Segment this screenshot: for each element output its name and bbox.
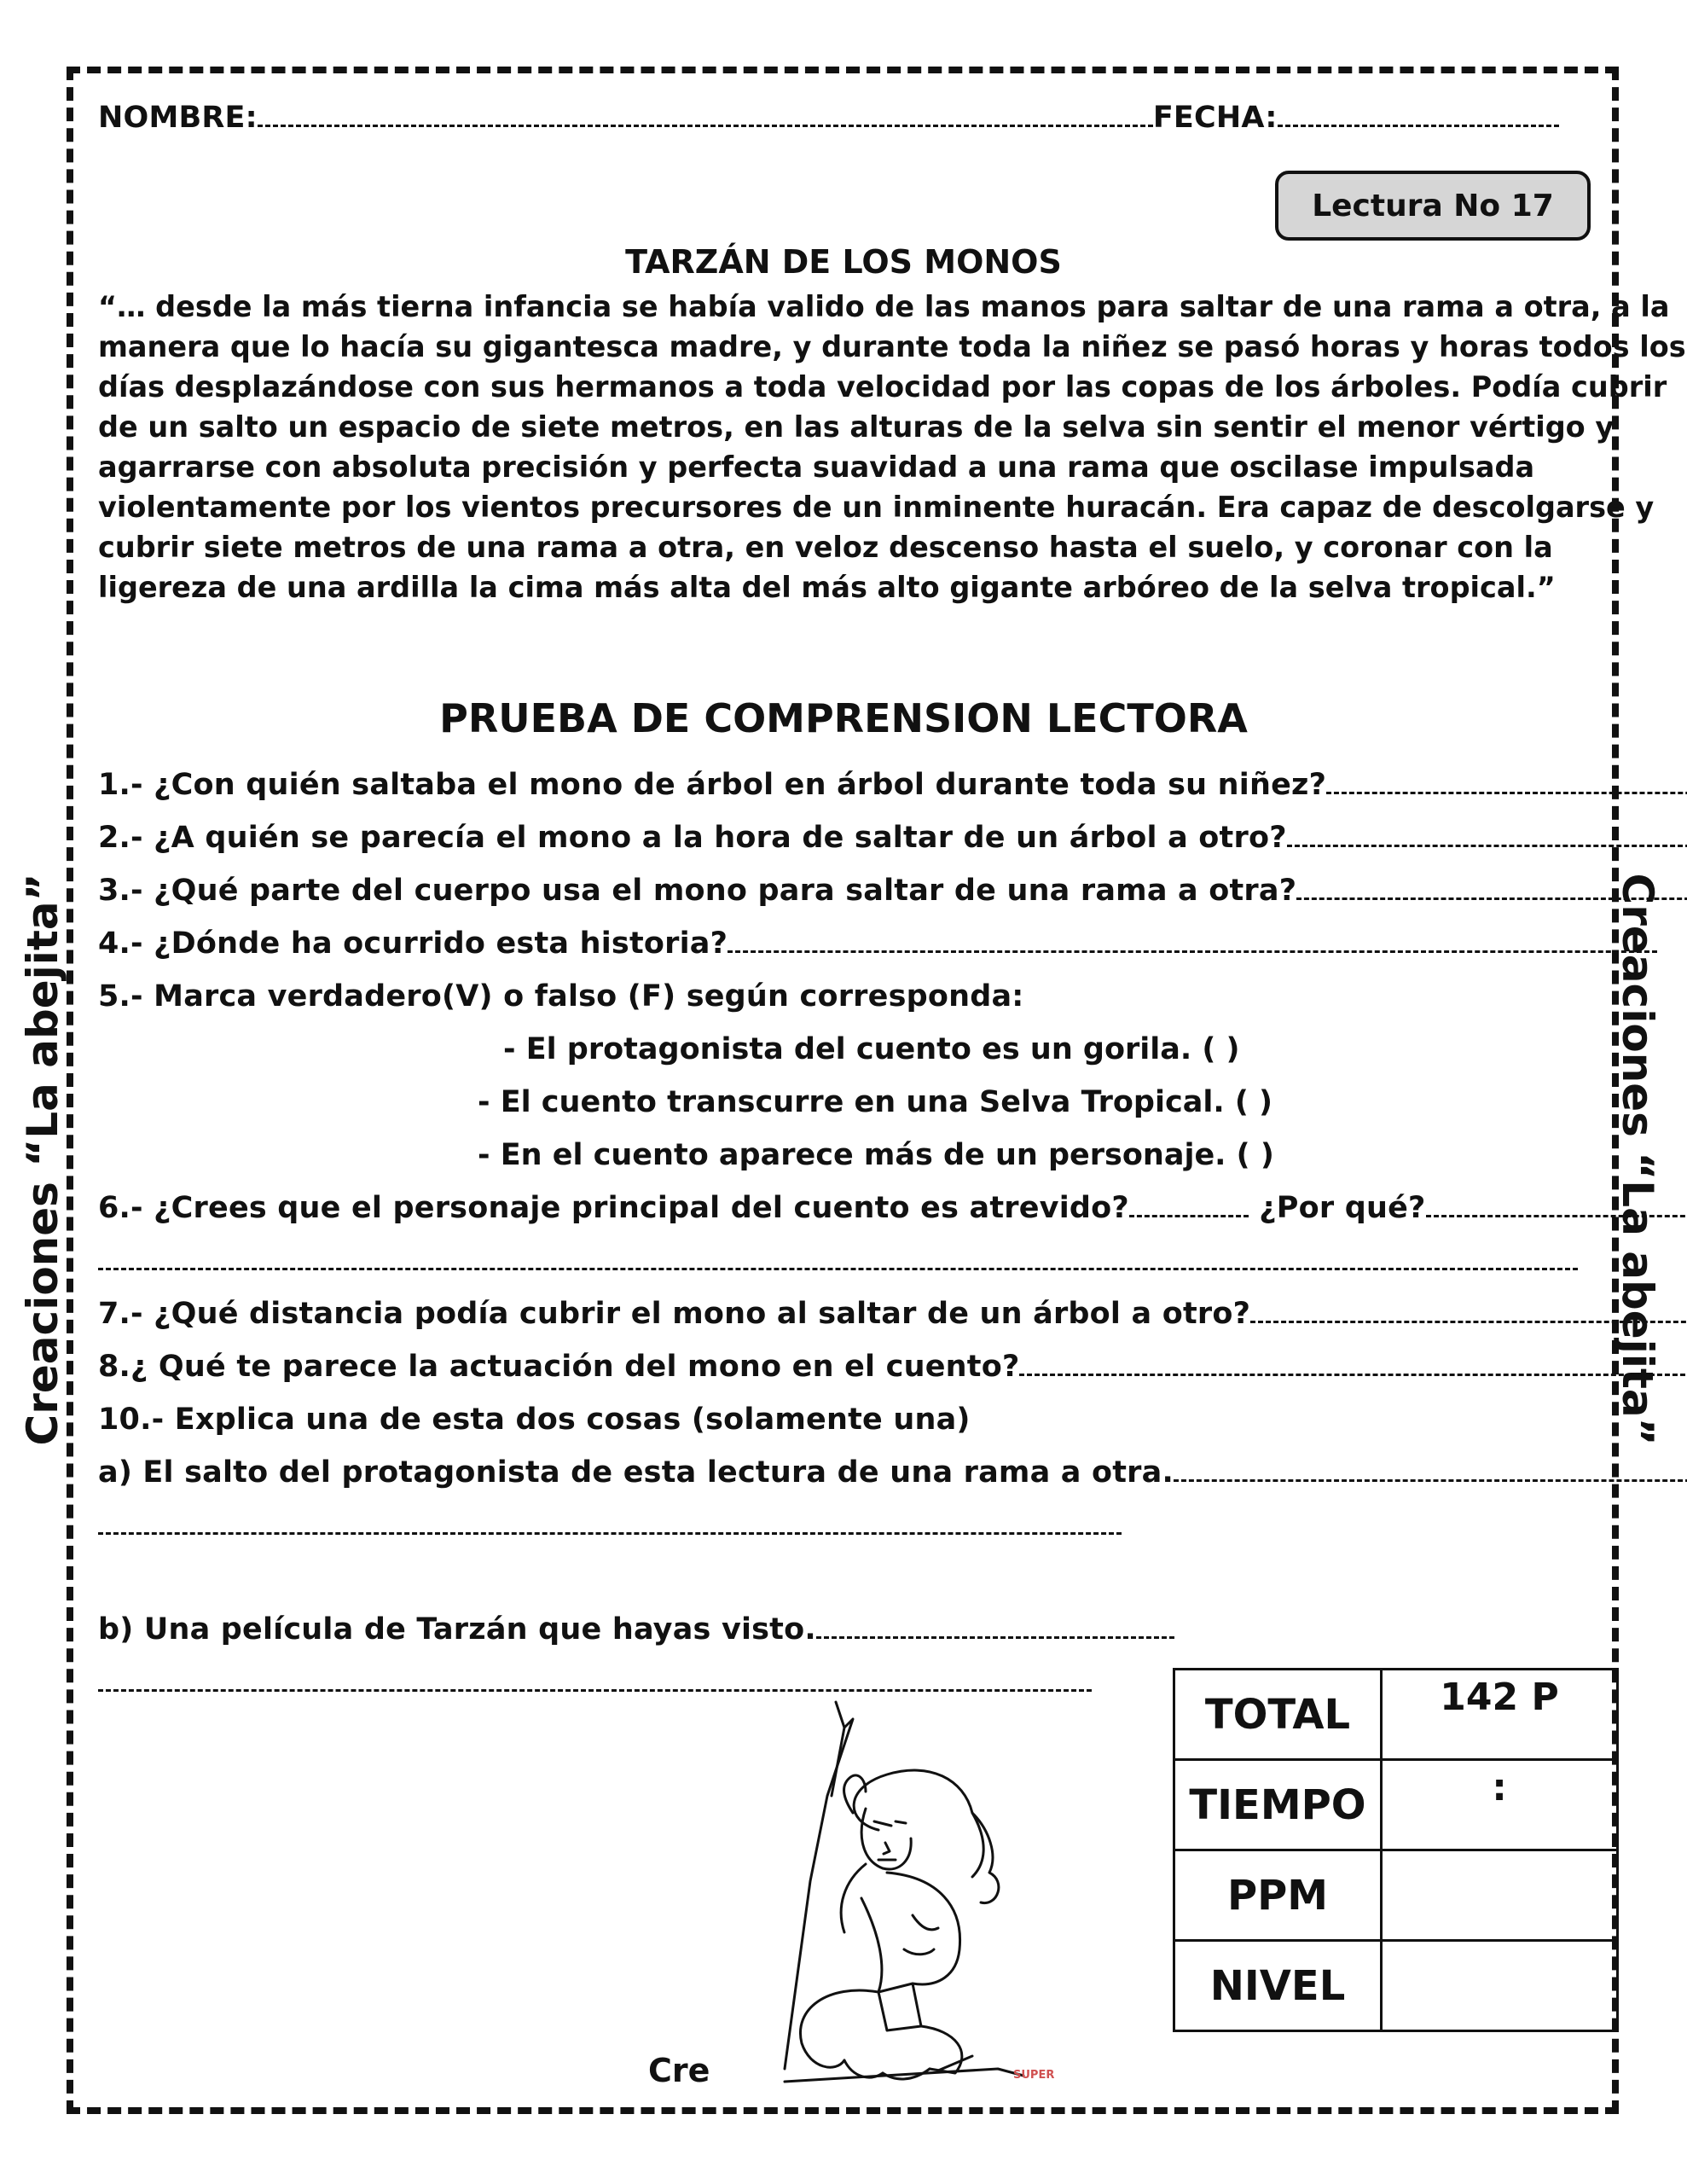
question-6-text: 6.- ¿Crees que el personaje principal del cuento es atrevido? bbox=[98, 1191, 1129, 1225]
side-credit-left: Creaciones “La abejita” bbox=[18, 873, 67, 1446]
question-10: 10.- Explica una de esta dos cosas (solamente una) bbox=[98, 1403, 971, 1437]
score-row-level bbox=[1174, 1941, 1618, 2031]
question-1 bbox=[98, 768, 1687, 802]
score-row-total bbox=[1174, 1670, 1618, 1760]
reading-line: agarrarse con absoluta precisión y perfecta suavidad a una rama que oscilase impulsada bbox=[98, 450, 1535, 484]
reading-line: ligereza de una ardilla la cima más alta del más alto gigante arbóreo de la selva tropical.” bbox=[98, 571, 1556, 604]
total-value[interactable]: 142 P bbox=[1382, 1670, 1618, 1760]
level-label: NIVEL bbox=[1174, 1941, 1382, 2031]
question-5: 5.- Marca verdadero(V) o falso (F) según corresponda: bbox=[98, 979, 1024, 1014]
reading-line: manera que lo hacía su gigantesca madre, y durante toda la niñez se pasó horas y horas todos los bbox=[98, 330, 1686, 363]
question-10b-text: b) Una película de Tarzán que hayas visto. bbox=[98, 1612, 816, 1647]
answer-2-blank[interactable] bbox=[1287, 822, 1687, 847]
question-7 bbox=[98, 1297, 1687, 1331]
ppm-label: PPM bbox=[1174, 1850, 1382, 1941]
question-6-why: ¿Por qué? bbox=[1259, 1191, 1426, 1225]
reading-title: TARZÁN DE LOS MONOS bbox=[625, 243, 1062, 281]
date-label: FECHA: bbox=[1152, 101, 1278, 135]
answer-6-why-blank[interactable] bbox=[1426, 1193, 1687, 1217]
reading-line: cubrir siete metros de una rama a otra, en veloz descenso hasta el suelo, y coronar con la bbox=[98, 531, 1553, 564]
header-row bbox=[98, 101, 1559, 135]
question-10a-text: a) El salto del protagonista de esta lectura de una rama a otra. bbox=[98, 1455, 1174, 1490]
answer-1-blank[interactable] bbox=[1326, 770, 1687, 794]
reading-line: “… desde la más tierna infancia se había valido de las manos para saltar de una rama a otra, a la bbox=[98, 290, 1670, 323]
answer-10a-extra-line[interactable] bbox=[98, 1508, 1122, 1542]
tarzan-illustration bbox=[716, 1693, 1075, 2094]
question-1-text: 1.- ¿Con quién saltaba el mono de árbol en árbol durante toda su niñez? bbox=[98, 768, 1327, 802]
true-false-item-1[interactable]: - El protagonista del cuento es un gorila. ( ) bbox=[503, 1032, 1240, 1066]
question-2-text: 2.- ¿A quién se parecía el mono a la hora de saltar de un árbol a otro? bbox=[98, 821, 1287, 855]
date-blank[interactable] bbox=[1278, 102, 1559, 127]
test-title: PRUEBA DE COMPRENSION LECTORA bbox=[439, 695, 1248, 741]
question-10a bbox=[98, 1455, 1687, 1490]
question-4-text: 4.- ¿Dónde ha ocurrido esta historia? bbox=[98, 926, 728, 961]
question-7-text: 7.- ¿Qué distancia podía cubrir el mono al saltar de un árbol a otro? bbox=[98, 1297, 1251, 1331]
answer-4-blank[interactable] bbox=[728, 928, 1657, 953]
answer-6-extra-line[interactable] bbox=[98, 1244, 1578, 1278]
answer-3-blank[interactable] bbox=[1296, 875, 1687, 900]
reading-line: días desplazándose con sus hermanos a toda velocidad por las copas de los árboles. Podía cubrir bbox=[98, 370, 1667, 404]
reading-line: de un salto un espacio de siete metros, en las alturas de la selva sin sentir el menor vértigo y bbox=[98, 410, 1615, 444]
question-6 bbox=[98, 1191, 1687, 1225]
time-value[interactable]: : bbox=[1382, 1760, 1618, 1850]
name-label: NOMBRE: bbox=[98, 101, 258, 135]
answer-6-blank[interactable] bbox=[1129, 1193, 1249, 1217]
answer-10a-blank[interactable] bbox=[1174, 1457, 1687, 1482]
side-credit-right: Creaciones “La abejita” bbox=[1613, 873, 1662, 1446]
total-label: TOTAL bbox=[1174, 1670, 1382, 1760]
question-3-text: 3.- ¿Qué parte del cuerpo usa el mono para saltar de una rama a otra? bbox=[98, 874, 1297, 908]
answer-10b-blank[interactable] bbox=[816, 1614, 1174, 1639]
question-2 bbox=[98, 821, 1687, 855]
score-row-time bbox=[1174, 1760, 1618, 1850]
true-false-item-3[interactable]: - En el cuento aparece más de un personaje. ( ) bbox=[478, 1138, 1274, 1172]
time-label: TIEMPO bbox=[1174, 1760, 1382, 1850]
ppm-value[interactable] bbox=[1382, 1850, 1618, 1941]
reading-text bbox=[98, 287, 1686, 607]
score-table bbox=[1173, 1668, 1619, 2032]
question-8 bbox=[98, 1350, 1687, 1384]
question-3 bbox=[98, 874, 1687, 908]
question-4 bbox=[98, 926, 1657, 961]
footer-credit-text: Cre bbox=[648, 2052, 710, 2089]
score-row-ppm bbox=[1174, 1850, 1618, 1941]
answer-8-blank[interactable] bbox=[1019, 1351, 1687, 1376]
question-8-text: 8.¿ Qué te parece la actuación del mono en el cuento? bbox=[98, 1350, 1020, 1384]
reading-line: violentamente por los vientos precursores de un inminente huracán. Era capaz de descolgarse y bbox=[98, 491, 1655, 524]
level-value[interactable] bbox=[1382, 1941, 1618, 2031]
name-blank[interactable] bbox=[258, 102, 1153, 127]
true-false-item-2[interactable]: - El cuento transcurre en una Selva Tropical. ( ) bbox=[478, 1085, 1272, 1119]
lesson-badge: Lectura No 17 bbox=[1275, 171, 1591, 241]
watermark-logo: SUPER bbox=[1013, 2069, 1055, 2082]
question-10b bbox=[98, 1612, 1174, 1647]
answer-7-blank[interactable] bbox=[1250, 1298, 1687, 1323]
